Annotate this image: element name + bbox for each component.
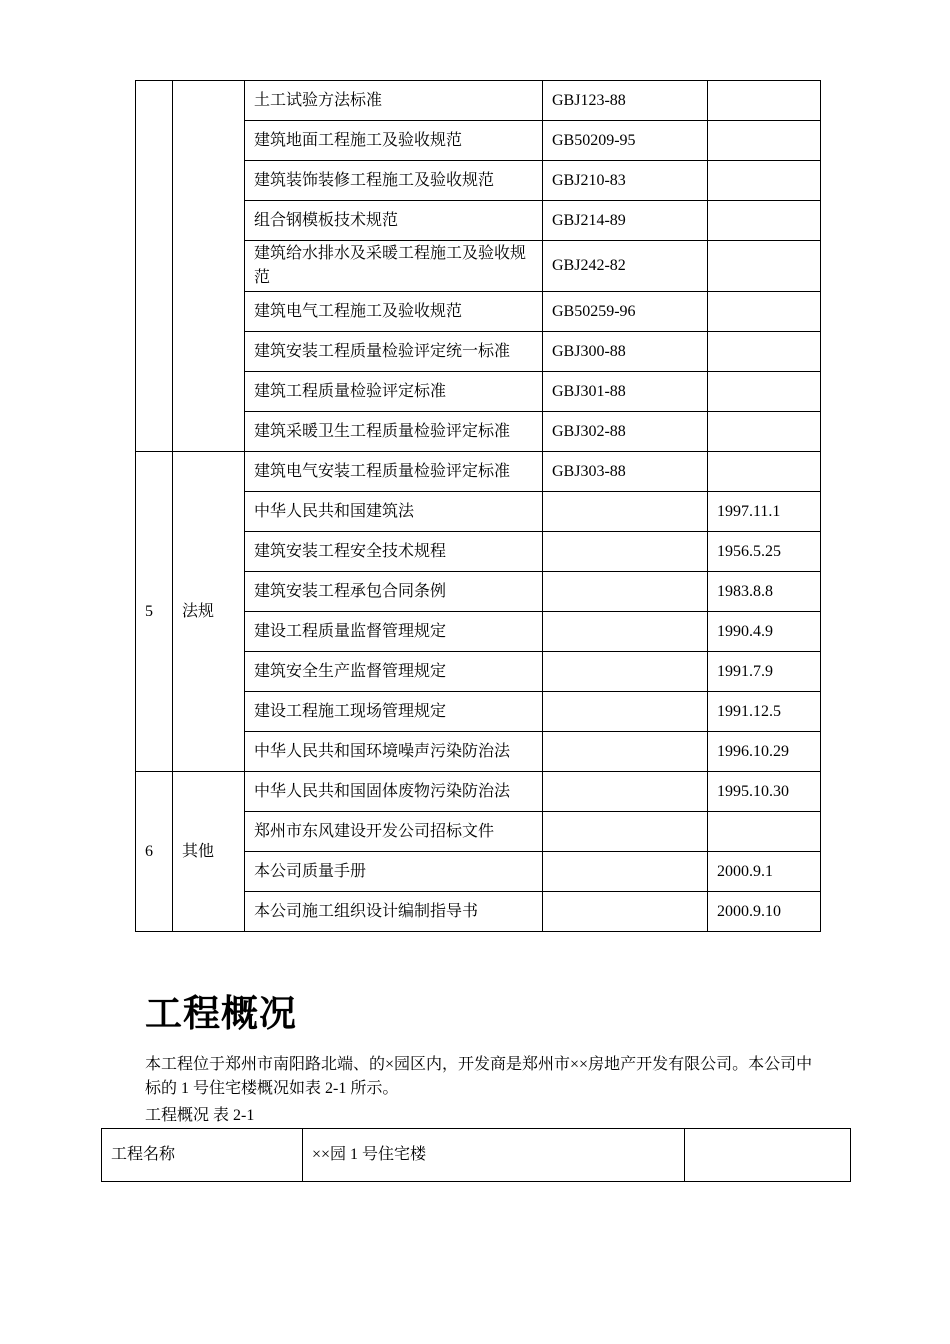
standard-date (708, 241, 821, 292)
standard-date: 2000.9.1 (708, 852, 821, 892)
standard-date (708, 292, 821, 332)
standard-date: 1997.11.1 (708, 492, 821, 532)
standard-name: 建筑电气工程施工及验收规范 (245, 292, 543, 332)
standard-name: 建筑地面工程施工及验收规范 (245, 121, 543, 161)
standard-code (543, 532, 708, 572)
group-no-cell: 5 (136, 452, 173, 772)
standard-date: 1991.12.5 (708, 692, 821, 732)
standard-name: 建筑电气安装工程质量检验评定标准 (245, 452, 543, 492)
standard-date: 1983.8.8 (708, 572, 821, 612)
standard-name: 建筑安装工程承包合同条例 (245, 572, 543, 612)
standard-name: 建筑工程质量检验评定标准 (245, 372, 543, 412)
standard-date (708, 812, 821, 852)
standard-name: 土工试验方法标准 (245, 81, 543, 121)
standard-date (708, 121, 821, 161)
standard-name: 建筑安全生产监督管理规定 (245, 652, 543, 692)
standard-name: 建设工程质量监督管理规定 (245, 612, 543, 652)
standard-date: 2000.9.10 (708, 892, 821, 932)
standard-date (708, 81, 821, 121)
standard-date (708, 452, 821, 492)
group-category-cell (173, 81, 245, 452)
overview-extra (685, 1129, 851, 1182)
standard-code (543, 692, 708, 732)
standard-code: GBJ214-89 (543, 201, 708, 241)
standard-code (543, 852, 708, 892)
standard-name: 本公司施工组织设计编制指导书 (245, 892, 543, 932)
group-no-cell: 6 (136, 772, 173, 932)
standard-code: GBJ303-88 (543, 452, 708, 492)
section-paragraph: 本工程位于郑州市南阳路北端、的×园区内，开发商是郑州市××房地产开发有限公司。本公司中标的 1 号住宅楼概况如表 2-1 所示。 (145, 1056, 813, 1097)
section-title: 工程概况 (145, 992, 297, 1035)
standard-date (708, 161, 821, 201)
standard-name: 中华人民共和国固体废物污染防治法 (245, 772, 543, 812)
standard-name: 建筑安装工程质量检验评定统一标准 (245, 332, 543, 372)
standard-name: 中华人民共和国建筑法 (245, 492, 543, 532)
group-category-cell: 其他 (173, 772, 245, 932)
standard-code: GBJ300-88 (543, 332, 708, 372)
standard-name: 中华人民共和国环境噪声污染防治法 (245, 732, 543, 772)
standard-date (708, 201, 821, 241)
standard-name: 建筑安装工程安全技术规程 (245, 532, 543, 572)
standard-name: 建筑给水排水及采暖工程施工及验收规范 (245, 241, 543, 292)
table-row (136, 81, 821, 121)
standard-date: 1995.10.30 (708, 772, 821, 812)
standard-code (543, 492, 708, 532)
standard-code: GBJ210-83 (543, 161, 708, 201)
standard-name: 建筑采暖卫生工程质量检验评定标准 (245, 412, 543, 452)
standard-code (543, 772, 708, 812)
overview-value: ××园 1 号住宅楼 (303, 1129, 685, 1182)
standards-table (135, 80, 821, 932)
standard-date (708, 332, 821, 372)
standard-date: 1956.5.25 (708, 532, 821, 572)
overview-table (101, 1128, 851, 1182)
standard-date: 1996.10.29 (708, 732, 821, 772)
standard-code: GBJ302-88 (543, 412, 708, 452)
standard-name: 建设工程施工现场管理规定 (245, 692, 543, 732)
standard-code (543, 652, 708, 692)
standard-name: 郑州市东风建设开发公司招标文件 (245, 812, 543, 852)
standard-name: 组合钢模板技术规范 (245, 201, 543, 241)
standard-name: 建筑装饰装修工程施工及验收规范 (245, 161, 543, 201)
group-category-cell: 法规 (173, 452, 245, 772)
table-row (136, 452, 821, 492)
standard-code: GBJ301-88 (543, 372, 708, 412)
standard-code: GB50209-95 (543, 121, 708, 161)
standard-code (543, 612, 708, 652)
overview-label: 工程名称 (102, 1129, 303, 1182)
standard-code: GBJ242-82 (543, 241, 708, 292)
standard-date (708, 412, 821, 452)
standard-code (543, 732, 708, 772)
standard-code (543, 812, 708, 852)
standard-date: 1991.7.9 (708, 652, 821, 692)
standard-date (708, 372, 821, 412)
table-row (136, 772, 821, 812)
table-row (102, 1129, 851, 1182)
standard-code (543, 572, 708, 612)
group-no-cell (136, 81, 173, 452)
standard-code: GB50259-96 (543, 292, 708, 332)
table-caption: 工程概况 表 2-1 (145, 1107, 255, 1124)
standard-name: 本公司质量手册 (245, 852, 543, 892)
standard-date: 1990.4.9 (708, 612, 821, 652)
standard-code: GBJ123-88 (543, 81, 708, 121)
standard-code (543, 892, 708, 932)
